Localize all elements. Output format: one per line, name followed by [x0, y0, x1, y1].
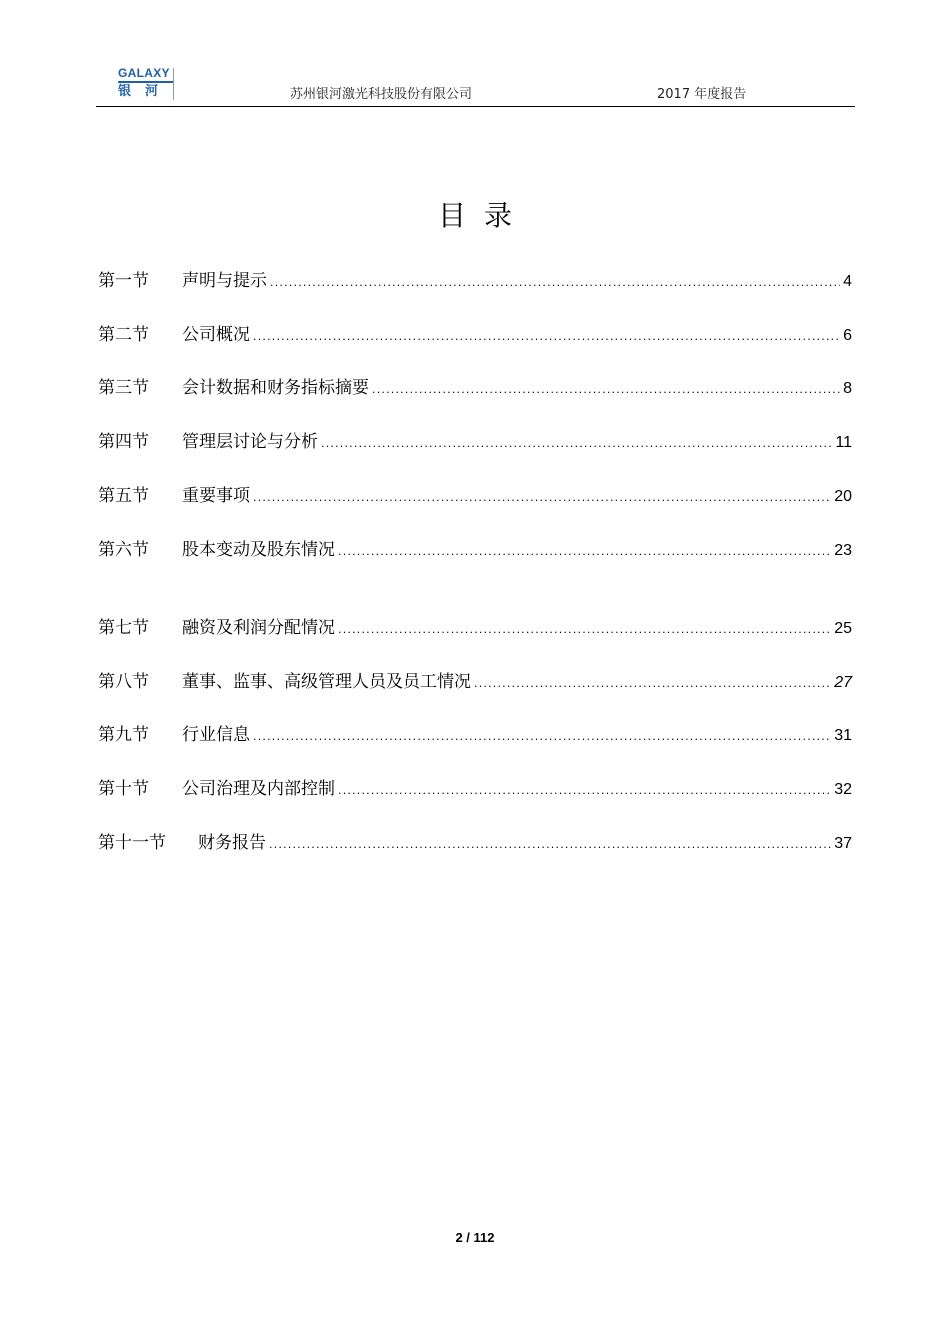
toc-section-number: 第二节: [98, 325, 149, 345]
toc-entry[interactable]: [98, 830, 852, 856]
toc-section-number: 第三节: [98, 378, 149, 398]
toc-section-title: 股本变动及股东情况: [182, 540, 335, 560]
toc-dot-leader: [270, 270, 840, 296]
toc-entry[interactable]: [98, 375, 852, 401]
toc-dot-leader: [372, 377, 840, 403]
toc-section-title: 公司概况: [182, 325, 250, 345]
toc-page-number: 11: [835, 434, 852, 451]
toc-dot-leader: [253, 485, 831, 511]
logo-divider: [118, 81, 174, 83]
company-logo: [118, 66, 174, 100]
toc-section-title: 声明与提示: [182, 271, 267, 291]
toc-page-number: 23: [834, 542, 852, 559]
toc-page-number: 8: [843, 380, 852, 397]
toc-entry[interactable]: [98, 268, 852, 294]
toc-dot-leader: [474, 671, 831, 697]
toc-section-number: 第八节: [98, 672, 149, 692]
toc-page-number: 4: [843, 273, 852, 290]
toc-page-number: 31: [834, 727, 852, 744]
header-company-name: 苏州银河激光科技股份有限公司: [290, 87, 473, 102]
toc-section-number: 第六节: [98, 540, 149, 560]
toc-section-title: 董事、监事、高级管理人员及员工情况: [182, 672, 471, 692]
toc-dot-leader: [338, 539, 831, 565]
toc-entry[interactable]: [98, 669, 852, 695]
page-number-footer: 2 / 112: [455, 1230, 495, 1245]
page-title: 目录: [437, 199, 530, 232]
logo-text-cn: 银河: [118, 84, 173, 99]
toc-section-number: 第五节: [98, 486, 149, 506]
toc-dot-leader: [253, 324, 840, 350]
toc-dot-leader: [253, 724, 831, 750]
toc-section-title: 行业信息: [182, 725, 250, 745]
toc-section-title: 重要事项: [182, 486, 250, 506]
toc-section-number: 第七节: [98, 618, 149, 638]
toc-page-number: 25: [834, 620, 852, 637]
toc-page-number: 6: [843, 327, 852, 344]
toc-section-title: 财务报告: [198, 833, 266, 853]
toc-section-number: 第九节: [98, 725, 149, 745]
toc-dot-leader: [321, 431, 832, 457]
logo-text-en: GALAXY: [118, 66, 170, 80]
toc-section-number: 第一节: [98, 271, 149, 291]
toc-dot-leader: [269, 832, 831, 858]
toc-entry[interactable]: [98, 322, 852, 348]
toc-section-title: 公司治理及内部控制: [182, 779, 335, 799]
header-divider: [96, 106, 855, 107]
toc-entry[interactable]: [98, 776, 852, 802]
toc-section-title: 管理层讨论与分析: [182, 432, 318, 452]
toc-section-number: 第十一节: [98, 833, 166, 853]
toc-entry[interactable]: [98, 537, 852, 563]
toc-section-title: 会计数据和财务指标摘要: [182, 378, 369, 398]
logo-frame: [170, 68, 174, 100]
toc-section-number: 第十节: [98, 779, 149, 799]
toc-page-number: 37: [834, 835, 852, 852]
header-report-title: 2017 年度报告: [657, 87, 747, 102]
toc-section-title: 融资及利润分配情况: [182, 618, 335, 638]
toc-page-number: 27: [834, 674, 852, 691]
toc-dot-leader: [338, 778, 831, 804]
toc-entry[interactable]: [98, 483, 852, 509]
toc-page-number: 32: [834, 781, 852, 798]
toc-section-number: 第四节: [98, 432, 149, 452]
toc-entry[interactable]: [98, 615, 852, 641]
toc-page-number: 20: [834, 488, 852, 505]
toc-entry[interactable]: [98, 429, 852, 455]
toc-entry[interactable]: [98, 722, 852, 748]
toc-dot-leader: [338, 617, 831, 643]
